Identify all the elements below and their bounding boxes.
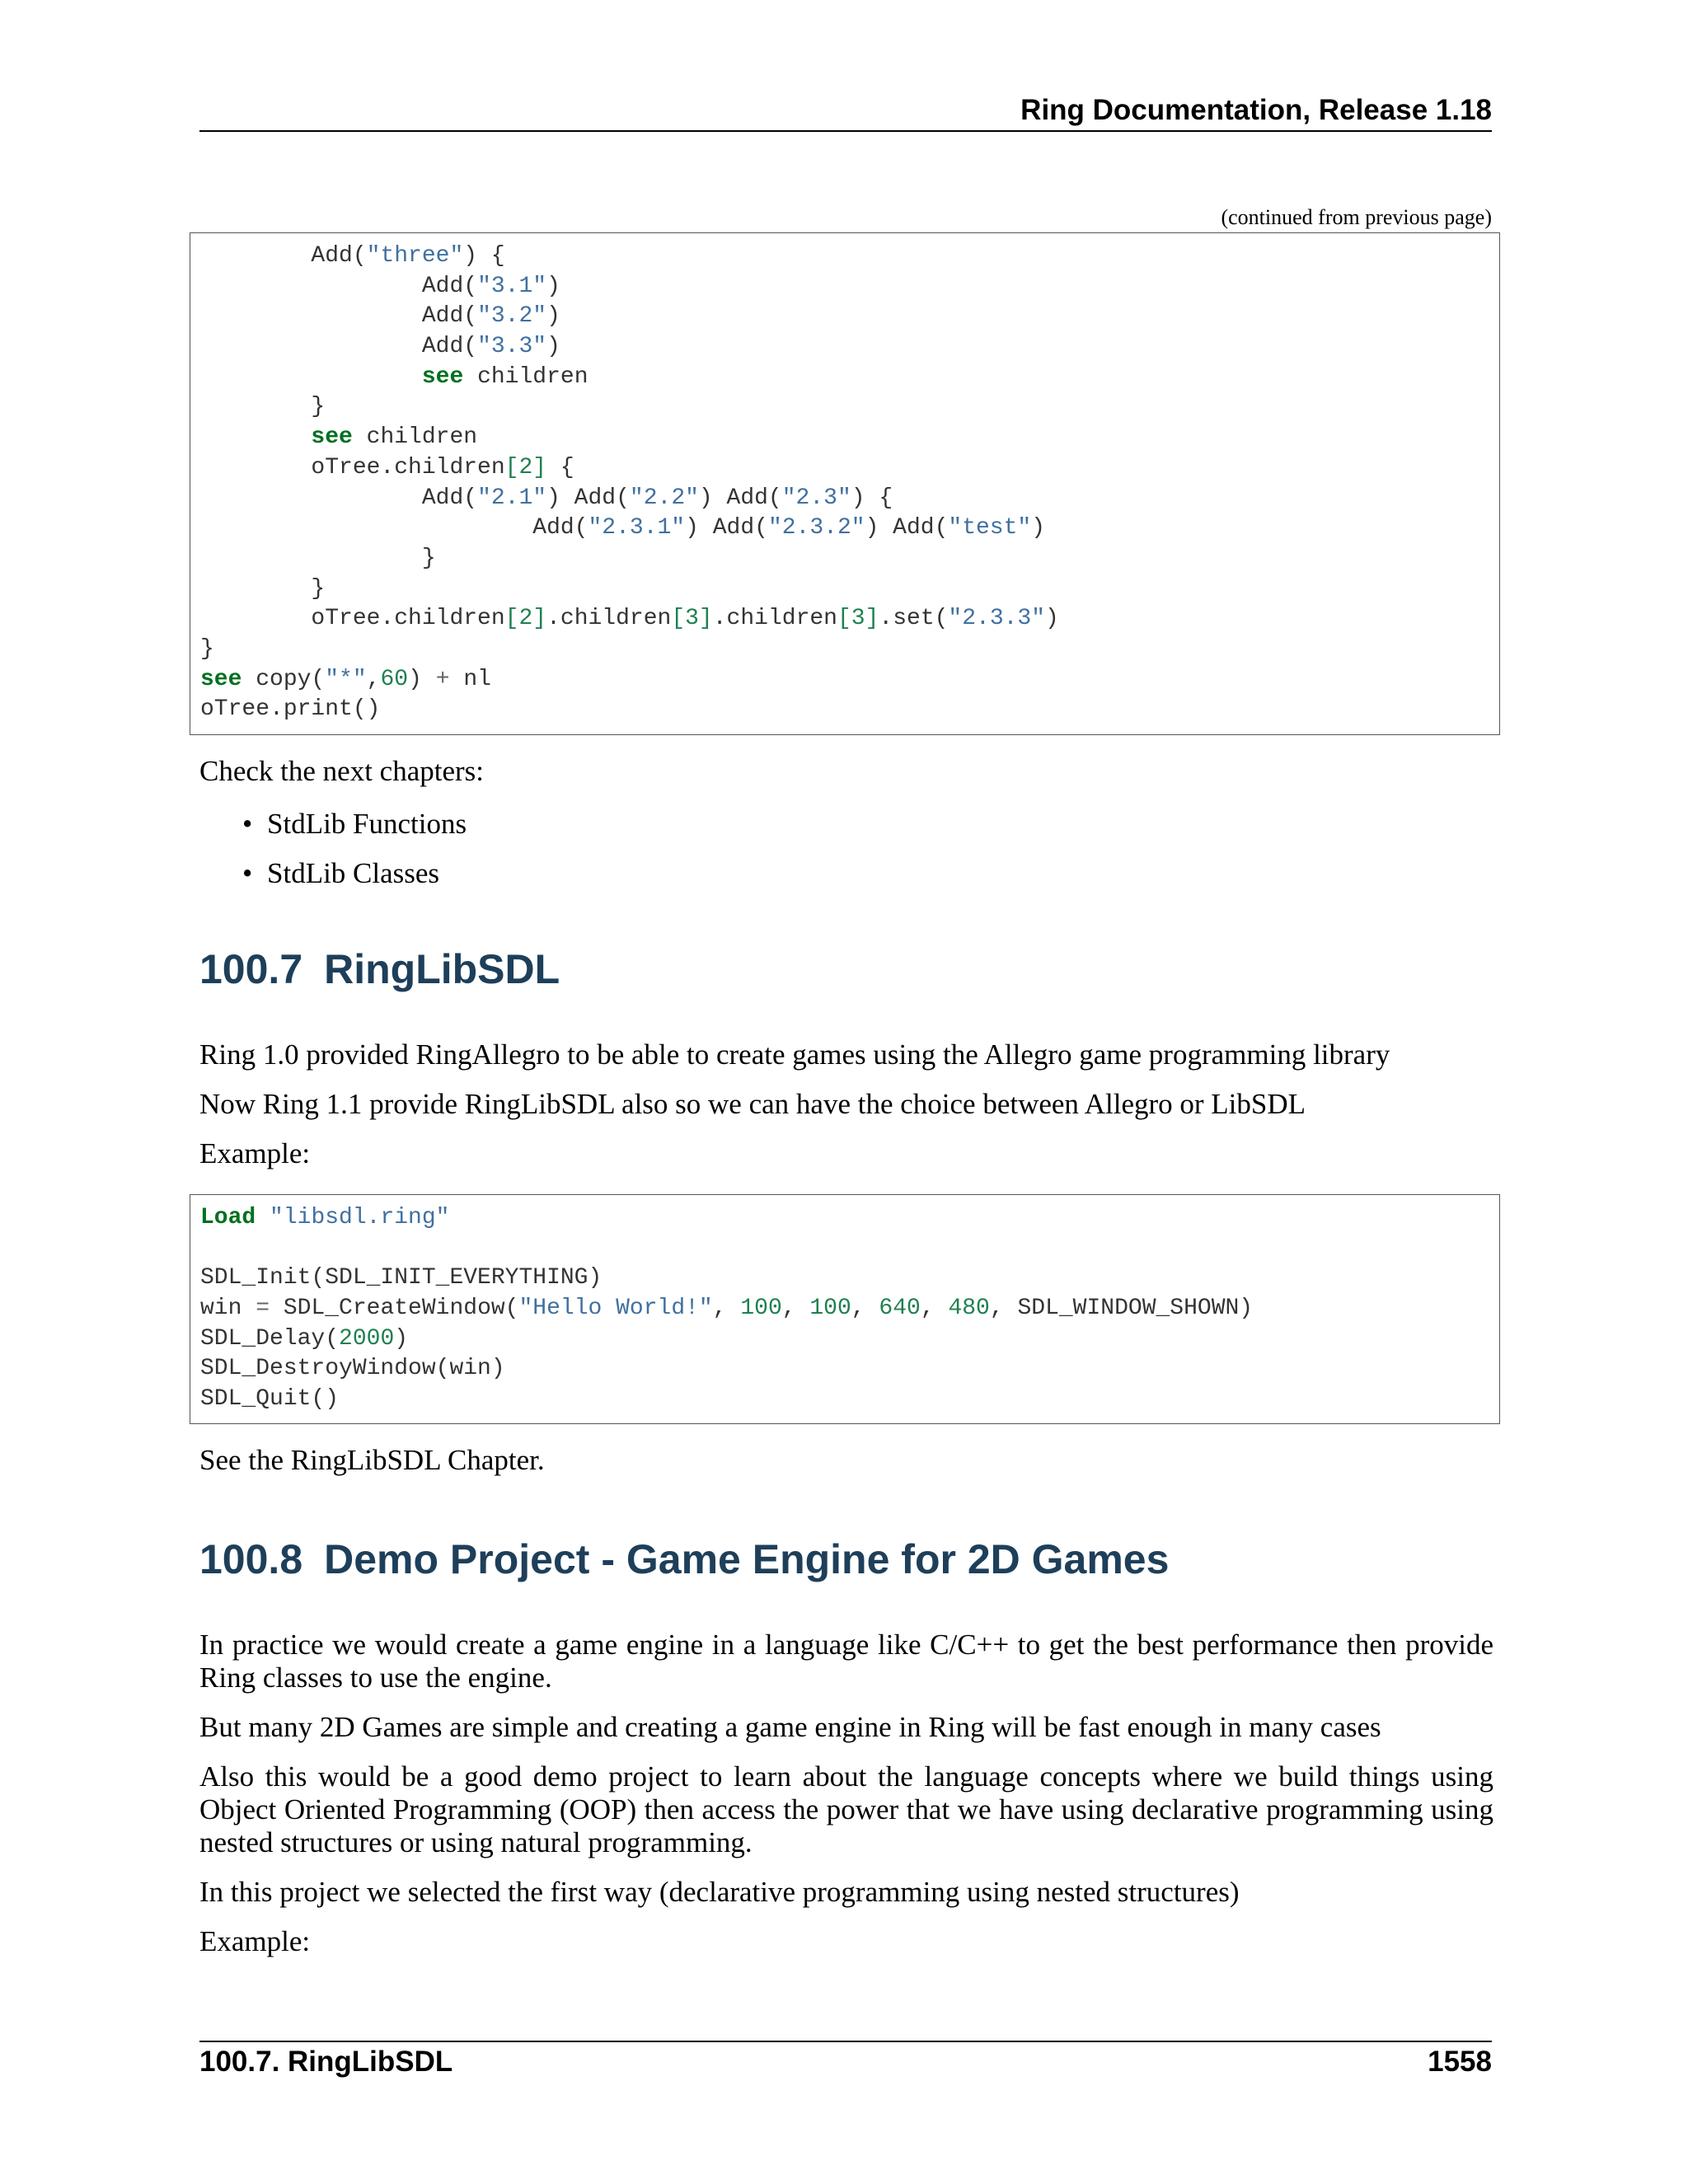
- code-token: =: [256, 1296, 270, 1322]
- code-token: "2.3.3": [948, 606, 1046, 632]
- code-token: Add(: [200, 485, 478, 511]
- code-token: 60: [380, 666, 409, 692]
- code-token: 100: [809, 1296, 851, 1322]
- footer-rule: [199, 2041, 1492, 2042]
- code-line: [200, 635, 1499, 665]
- code-line: [200, 513, 1499, 544]
- code-token: [200, 364, 422, 390]
- section-number: 100.8: [199, 1536, 303, 1582]
- code-token: .children: [546, 606, 672, 632]
- code-line: [200, 453, 1499, 484]
- code-line: [200, 1385, 1499, 1415]
- example-label: Example:: [199, 1925, 311, 1957]
- continued-note: (continued from previous page): [1221, 205, 1492, 229]
- code-token: see: [421, 363, 464, 390]
- code-line: [200, 272, 1499, 302]
- code-token: "Hello World!": [518, 1296, 713, 1322]
- code-token: {: [546, 454, 574, 480]
- code-token: children: [463, 363, 588, 390]
- section-heading-ringlibsdl: [199, 944, 560, 994]
- code-token: +: [435, 666, 450, 692]
- code-token: Add(: [200, 515, 588, 541]
- code-token: SDL_Quit(): [200, 1386, 340, 1413]
- code-line: [200, 574, 1499, 605]
- section-number: 100.7: [199, 946, 303, 992]
- code-token: ) Add(: [865, 515, 949, 541]
- code-token: }: [200, 545, 436, 571]
- code-token: "3.3": [477, 334, 547, 360]
- list-item-label: StdLib Classes: [267, 857, 440, 889]
- section-title: Demo Project - Game Engine for 2D Games: [324, 1536, 1170, 1582]
- code-token: }: [200, 635, 214, 662]
- code-token: .set(: [879, 606, 949, 632]
- code-token: [3]: [671, 606, 713, 632]
- code-token: ): [408, 666, 436, 692]
- code-token: 640: [879, 1296, 921, 1322]
- paragraph: In practice we would create a game engine in a language like C/C++ to get the best performance then provide Ring classes to use the engine.: [199, 1629, 1493, 1694]
- code-token: nl: [449, 666, 491, 692]
- code-line: [200, 544, 1499, 574]
- code-line: [200, 241, 1499, 272]
- header-rule: [199, 130, 1492, 132]
- code-line: [200, 604, 1499, 635]
- paragraph: In this project we selected the first way (declarative programming using nested structures): [199, 1876, 1240, 1908]
- code-token: ): [546, 334, 560, 360]
- code-line: [200, 423, 1499, 453]
- code-token: "libsdl.ring": [270, 1205, 450, 1230]
- page-number: 1558: [1428, 2046, 1492, 2078]
- code-line: [200, 1324, 1499, 1355]
- code-token: ): [1045, 606, 1059, 632]
- code-token: Load: [200, 1205, 256, 1230]
- check-next-text: Check the next chapters:: [199, 755, 485, 787]
- code-token: Add(: [200, 303, 478, 330]
- code-line: [200, 1234, 1499, 1264]
- chapter-list: [199, 808, 467, 907]
- code-token: 100: [740, 1296, 782, 1322]
- code-token: SDL_Delay(: [200, 1325, 340, 1352]
- code-token: ) Add(: [546, 485, 630, 511]
- code-token: ) Add(: [685, 515, 768, 541]
- code-token: see: [311, 424, 353, 451]
- list-item: [199, 808, 467, 857]
- section-heading-demo-project: [199, 1535, 1169, 1584]
- section-title: RingLibSDL: [324, 946, 560, 992]
- code-token: ,: [920, 1296, 949, 1322]
- code-token: "3.2": [477, 303, 547, 330]
- code-token: Add(: [200, 334, 478, 360]
- code-token: }: [200, 394, 326, 420]
- bullet-glyph: •: [242, 808, 253, 840]
- code-line: [200, 1203, 1499, 1234]
- code-token: ,: [851, 1296, 879, 1322]
- code-token: "2.3.2": [767, 515, 865, 541]
- code-token: ,: [366, 666, 381, 692]
- paragraph: But many 2D Games are simple and creating a game engine in Ring will be fast enough in many cases: [199, 1711, 1381, 1743]
- code-token: [2]: [504, 606, 547, 632]
- code-token: 2000: [339, 1325, 395, 1352]
- code-token: Add(: [200, 243, 367, 269]
- list-item-label: StdLib Functions: [267, 808, 467, 840]
- code-token: ) {: [851, 485, 893, 511]
- code-token: [3]: [837, 606, 879, 632]
- page-header-title: Ring Documentation, Release 1.18: [1020, 94, 1492, 126]
- code-token: [2]: [504, 454, 547, 480]
- code-line: [200, 1354, 1499, 1385]
- code-block-libsdl: [190, 1194, 1500, 1424]
- code-line: [200, 484, 1499, 514]
- code-token: ): [394, 1325, 409, 1352]
- code-line: [200, 665, 1499, 696]
- code-line: [200, 695, 1499, 725]
- code-token: see: [200, 666, 242, 692]
- code-token: "test": [948, 515, 1032, 541]
- code-token: ): [546, 303, 560, 330]
- code-token: oTree.print(): [200, 696, 381, 723]
- code-token: SDL_Init(SDL_INIT_EVERYTHING): [200, 1265, 603, 1291]
- paragraph: Also this would be a good demo project to learn about the language concepts where we build things using Object Oriented Programming (OOP) then access the power that we have using declarative programming using nested structures or using natural programming.: [199, 1760, 1493, 1858]
- list-item: [199, 857, 467, 907]
- code-token: copy(: [241, 666, 326, 692]
- code-token: "3.1": [477, 273, 547, 299]
- code-token: "2.3.1": [588, 515, 686, 541]
- code-block-tree: [190, 232, 1500, 735]
- code-token: SDL_CreateWindow(: [270, 1296, 519, 1322]
- paragraph: Ring 1.0 provided RingAllegro to be able to create games using the Allegro game programming library: [199, 1038, 1390, 1071]
- code-line: [200, 332, 1499, 363]
- code-line: [200, 392, 1499, 423]
- code-token: [256, 1205, 270, 1230]
- code-token: oTree.children: [200, 454, 505, 480]
- code-line: [200, 302, 1499, 332]
- code-token: }: [200, 575, 326, 602]
- code-token: ): [1031, 515, 1046, 541]
- code-token: ): [546, 273, 560, 299]
- footer-section-title: 100.7. RingLibSDL: [199, 2046, 453, 2078]
- code-token: [200, 424, 311, 450]
- code-token: ) Add(: [698, 485, 782, 511]
- code-token: "2.3": [781, 485, 851, 511]
- code-token: "2.1": [477, 485, 547, 511]
- code-token: Add(: [200, 273, 478, 299]
- paragraph: See the RingLibSDL Chapter.: [199, 1444, 545, 1476]
- code-token: "three": [366, 243, 464, 269]
- code-token: , SDL_WINDOW_SHOWN): [989, 1296, 1254, 1322]
- code-token: "*": [325, 666, 367, 692]
- code-token: win: [200, 1296, 256, 1322]
- code-token: SDL_DestroyWindow(win): [200, 1356, 505, 1382]
- code-line: [200, 363, 1499, 393]
- code-token: 480: [948, 1296, 990, 1322]
- bullet-glyph: •: [242, 857, 253, 889]
- example-label: Example:: [199, 1137, 311, 1169]
- code-token: children: [352, 424, 478, 451]
- code-line: [200, 1263, 1499, 1294]
- code-token: ,: [781, 1296, 810, 1322]
- code-token: ) {: [463, 243, 505, 269]
- code-token: oTree.children: [200, 606, 505, 632]
- code-token: "2.2": [629, 485, 699, 511]
- code-token: ,: [712, 1296, 741, 1322]
- paragraph: Now Ring 1.1 provide RingLibSDL also so we can have the choice between Allegro or LibSDL: [199, 1088, 1306, 1120]
- code-line: [200, 1294, 1499, 1324]
- code-token: .children: [712, 606, 837, 632]
